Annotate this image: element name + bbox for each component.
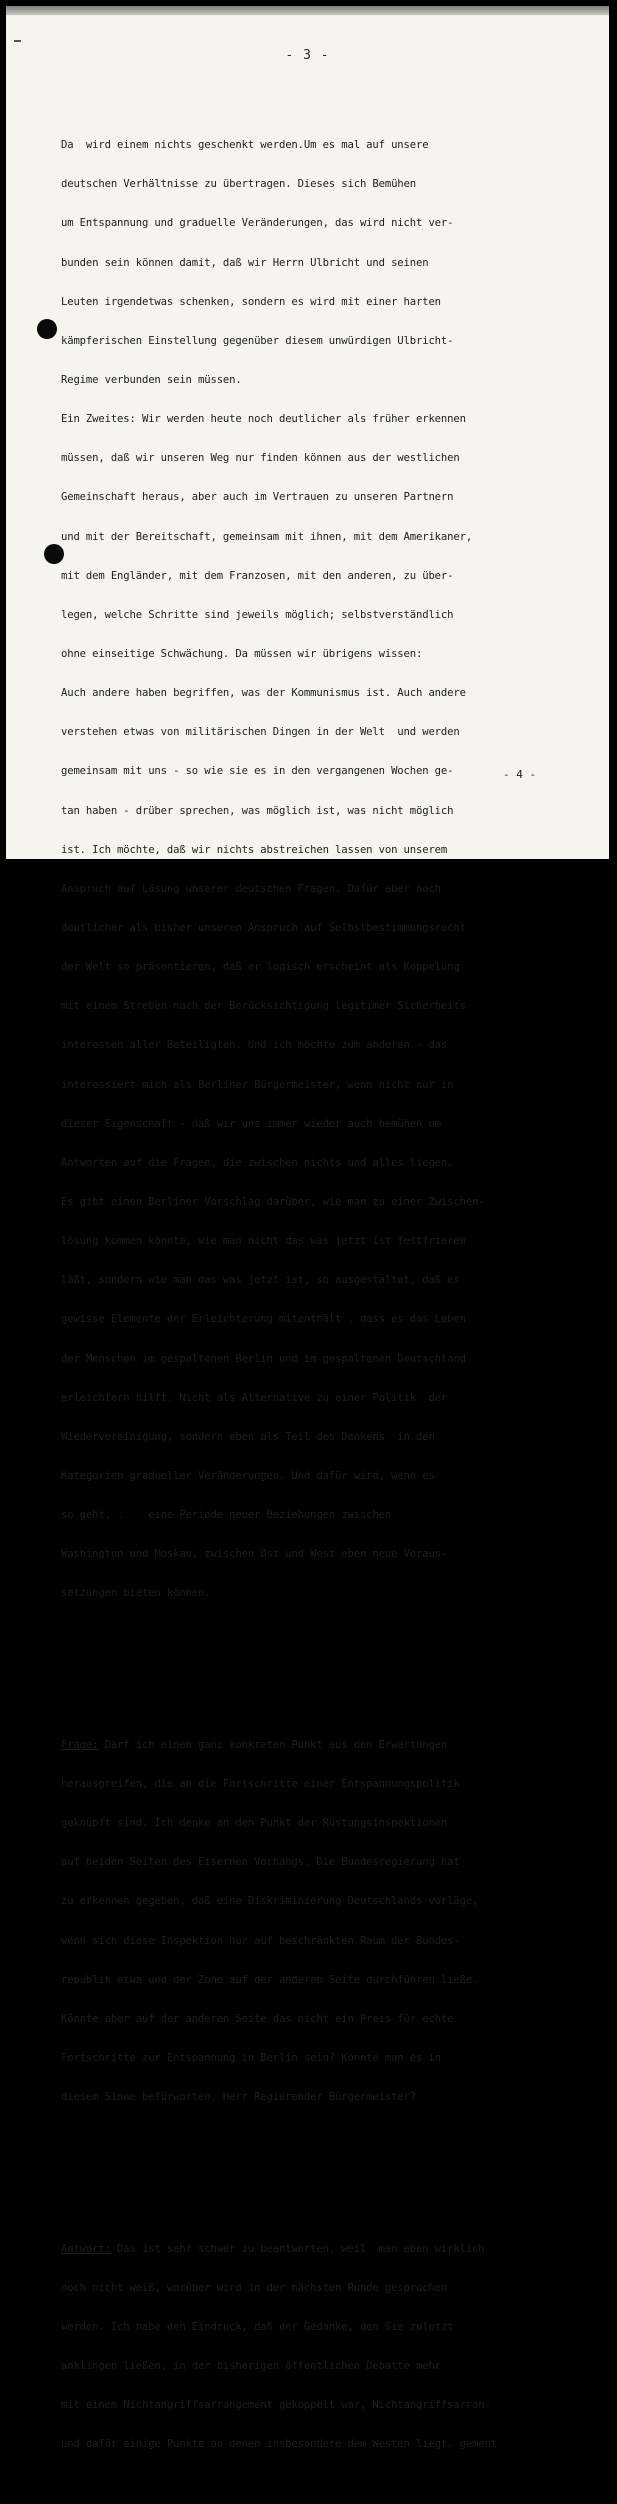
- text-line: lösung kommen könnte, wie man nicht das was jetzt ist festfrieren: [61, 1235, 466, 1248]
- text-line: Regime verbunden sein müssen.: [61, 374, 242, 387]
- text-line: interessiert mich als Berliner Bürgermeister, wenn nicht nur in: [61, 1078, 454, 1091]
- text-line: Ein Zweites: Wir werden heute noch deutlicher als früher erkennen: [61, 413, 466, 426]
- text-line: werden. Ich habe den Eindruck, daß der Gedanke, den Sie zuletzt: [61, 2320, 454, 2333]
- text-line: Es gibt einen Berliner Vorschlag darüber, wie man zu einer Zwischen-: [61, 1195, 485, 1208]
- text-line: so geht, . eine Periode neuer Beziehungen zwischen: [61, 1509, 392, 1522]
- text-line: [61, 2243, 581, 2256]
- text-line: wenn sich diese Inspektion nur auf beschränkten Raum der Bundes-: [61, 1934, 460, 1947]
- next-page-number: - 4 -: [503, 768, 537, 781]
- text-line: legen, welche Schritte sind jeweils möglich; selbstverständlich: [61, 608, 454, 621]
- text-line: und dafür einige Punkte an denen insbesondere dem Westen liegt. gement: [61, 2438, 497, 2451]
- text-line: Leuten irgendetwas schenken, sondern es wird mit einer harten: [61, 295, 441, 308]
- text-line: der Welt so präsentieren, daß er logisch erscheint als Koppelung: [61, 961, 460, 974]
- text-line: gemeinsam mit uns - so wie sie es in den vergangenen Wochen ge-: [61, 765, 454, 778]
- text-line: interessen aller Beteiligten. Und ich möchte zum anderen - das: [61, 1039, 448, 1052]
- text-line: deutlicher als bisher unseren Anspruch auf Selbstbestimmungsrecht: [61, 922, 466, 934]
- text-line: Anspruch auf Lösung unserer deutschen Fragen. Dafür aber noch: [61, 882, 441, 895]
- text-line: um Entspannung und graduelle Veränderungen, das wird nicht ver-: [61, 217, 454, 230]
- text-line: republik etwa und der Zone auf der anderen Seite durchführen ließe.: [61, 1973, 479, 1986]
- text-line: kämpferischen Einstellung gegenüber diesem unwürdigen Ulbricht-: [61, 334, 454, 347]
- text-line: Wiedervereinigung, sondern eben als Teil des Denkens in den: [61, 1430, 435, 1443]
- text-line: verstehen etwas von militärischen Dingen in der Welt und werden: [61, 726, 460, 739]
- text-line: mit einem Nichtangriffsarrangement gekoppelt war, Nichtangriffsarran-: [61, 2399, 491, 2412]
- text-line: tan haben - drüber sprechen, was möglich ist, was nicht möglich: [61, 804, 454, 817]
- speaker-label: Frage:: [61, 1738, 99, 1751]
- text-line: dieser Eigenschaft - daß wir uns immer wieder auch bemühen um: [61, 1117, 441, 1130]
- text-line: Könnte aber auf der anderen Seite das nicht ein Preis für echte: [61, 2012, 454, 2025]
- text-line: [61, 1739, 581, 1752]
- page-number: - 3 -: [285, 48, 330, 63]
- text-line: deutschen Verhältnisse zu übertragen. Dieses sich Bemühen: [61, 178, 416, 191]
- text-line: herausgreifen, die an die Fortschritte einer Entspannungspolitik: [61, 1778, 460, 1791]
- text-line: setzungen bieten können.: [61, 1587, 211, 1600]
- text-line: Da wird einem nichts geschenkt werden.Um es mal auf unsere: [61, 139, 429, 152]
- text-line: ist. Ich möchte, daß wir nichts abstreichen lassen von unserem: [61, 843, 448, 856]
- text-line: Washington und Moskau, zwischen Ost und West eben neue Voraus-: [61, 1548, 448, 1561]
- text-line: Gemeinschaft heraus, aber auch im Vertrauen zu unseren Partnern: [61, 491, 454, 504]
- text-line: Fortschritte zur Entspannung in Berlin sein? Könnte man es in: [61, 2052, 441, 2065]
- text-line: bunden sein können damit, daß wir Herrn Ulbricht und seinen: [61, 256, 429, 269]
- speaker-label: Antwort:: [61, 2242, 111, 2255]
- paragraph-question: [61, 1713, 581, 2131]
- text-line: noch nicht weiß, worüber wird in der nächsten Runde gesprochen: [61, 2281, 448, 2294]
- text-line: ohne einseitige Schwächung. Da müssen wir übrigens wissen:: [61, 648, 423, 661]
- paragraph-gap: [61, 2169, 581, 2177]
- text-line: zu erkennen gegeben, daß eine Diskriminierung Deutschlands vorläge,: [61, 1895, 479, 1908]
- text-line: Antworten auf die Fragen, die zwischen nichts und alles liegen.: [61, 1156, 454, 1169]
- text-line-content: Das ist sehr schwer zu beantworten, weil man eben wirklich: [110, 2242, 485, 2255]
- text-line: gewisse Elemente der Erleichterung mitenthält , dass es das Leben: [61, 1313, 466, 1326]
- text-line-content: Darf ich einen ganz konkreten Punkt aus den Erwartungen: [98, 1738, 448, 1751]
- text-line: der Menschen im gespaltenen Berlin und im gespaltenen Deutschland: [61, 1352, 466, 1365]
- margin-mark: [14, 40, 21, 42]
- document-page: [6, 6, 609, 2451]
- text-line: erleichtern hilft. Nicht als Alternative zu einer Politik der: [61, 1391, 448, 1404]
- text-line: geknüpft sind. Ich denke an den Punkt der Rüstungsinspektionen: [61, 1817, 448, 1830]
- text-line: anklingen ließen, in der bisherigen öffentlichen Debatte mehr: [61, 2360, 441, 2373]
- text-line: mit einem Streben nach der Berücksichtigung legitimer Sicherheits-: [61, 1000, 473, 1013]
- scan-edge: [6, 6, 609, 15]
- paragraph-gap: [61, 1666, 581, 1674]
- text-line: diesem Sinne befürworten, Herr Regierender Bürgermeister?: [61, 2091, 416, 2104]
- punch-hole: [37, 319, 57, 339]
- text-line: auf beiden Seiten des Eisernen Vorhangs. Die Bundesregierung hat: [61, 1856, 460, 1869]
- paragraph-statement: [61, 113, 581, 1626]
- text-line: müssen, daß wir unseren Weg nur finden können aus der westlichen: [61, 452, 460, 465]
- text-line: Kategorien gradueller Veränderungen. Und dafür wird, wenn es: [61, 1469, 435, 1482]
- paragraph-answer: [61, 2217, 581, 2478]
- text-line: und mit der Bereitschaft, gemeinsam mit ihnen, mit dem Amerikaner,: [61, 530, 473, 543]
- body-text: [61, 87, 581, 2504]
- text-line: mit dem Engländer, mit dem Franzosen, mit den anderen, zu über-: [61, 569, 454, 582]
- text-line: läßt, sondern wie man das was jetzt ist, so ausgestaltet, daß es: [61, 1274, 460, 1287]
- text-line: Auch andere haben begriffen, was der Kommunismus ist. Auch andere: [61, 687, 466, 700]
